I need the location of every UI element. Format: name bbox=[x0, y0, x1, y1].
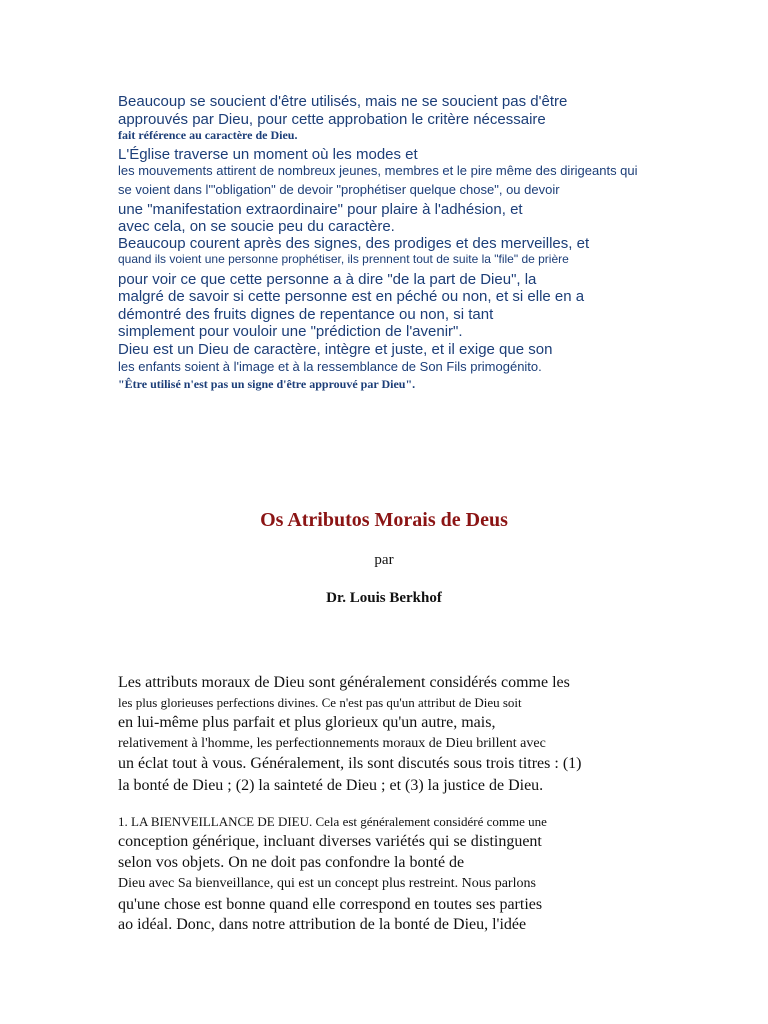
body-line: conception générique, incluant diverses variétés qui se distinguent bbox=[118, 833, 542, 850]
intro-quote: "Être utilisé n'est pas un signe d'être approuvé par Dieu". bbox=[118, 377, 416, 391]
intro-line: Beaucoup courent après des signes, des prodiges et des merveilles, et bbox=[118, 235, 590, 252]
intro-line: malgré de savoir si cette personne est en péché ou non, et si elle en a bbox=[118, 288, 585, 305]
body-line: en lui-même plus parfait et plus glorieux qu'un autre, mais, bbox=[118, 714, 496, 731]
intro-line: L'Église traverse un moment où les modes et bbox=[118, 146, 418, 163]
article-title: Os Atributos Morais de Deus bbox=[260, 509, 508, 531]
body-line: les plus glorieuses perfections divines. Ce n'est pas qu'un attribut de Dieu soit bbox=[118, 695, 522, 710]
intro-line: se voient dans l'"obligation" de devoir "prophétiser quelque chose", ou devoir bbox=[118, 182, 560, 197]
body-line: ao idéal. Donc, dans notre attribution de la bonté de Dieu, l'idée bbox=[118, 916, 527, 933]
body-line: Les attributs moraux de Dieu sont généralement considérés comme les bbox=[118, 674, 570, 691]
intro-line: Beaucoup se soucient d'être utilisés, mais ne se soucient pas d'être bbox=[118, 93, 568, 110]
intro-line: approuvés par Dieu, pour cette approbation le critère nécessaire bbox=[118, 111, 546, 128]
body-line: 1. LA BIENVEILLANCE DE DIEU. Cela est généralement considéré comme une bbox=[118, 814, 547, 829]
intro-line: simplement pour vouloir une "prédiction de l'avenir". bbox=[118, 323, 463, 340]
intro-line: Dieu est un Dieu de caractère, intègre et juste, et il exige que son bbox=[118, 341, 553, 358]
intro-line: fait référence au caractère de Dieu. bbox=[118, 128, 298, 142]
body-line: la bonté de Dieu ; (2) la sainteté de Dieu ; et (3) la justice de Dieu. bbox=[118, 777, 544, 794]
body-line: un éclat tout à vous. Généralement, ils sont discutés sous trois titres : (1) bbox=[118, 755, 582, 772]
intro-line: pour voir ce que cette personne a à dire "de la part de Dieu", la bbox=[118, 271, 537, 288]
intro-line: une "manifestation extraordinaire" pour plaire à l'adhésion, et bbox=[118, 201, 523, 218]
intro-line: démontré des fruits dignes de repentance ou non, si tant bbox=[118, 306, 494, 323]
intro-line: les enfants soient à l'image et à la ressemblance de Son Fils primogénito. bbox=[118, 359, 542, 374]
article-byline: par bbox=[374, 552, 394, 568]
body-line: qu'une chose est bonne quand elle correspond en toutes ses parties bbox=[118, 896, 543, 913]
body-line: selon vos objets. On ne doit pas confondre la bonté de bbox=[118, 854, 465, 871]
article-author: Dr. Louis Berkhof bbox=[326, 590, 442, 606]
body-line: Dieu avec Sa bienveillance, qui est un concept plus restreint. Nous parlons bbox=[118, 876, 536, 891]
intro-line: quand ils voient une personne prophétiser, ils prennent tout de suite la "file" de prière bbox=[118, 252, 569, 266]
intro-line: les mouvements attirent de nombreux jeunes, membres et le pire même des dirigeants qui bbox=[118, 163, 638, 178]
body-line: relativement à l'homme, les perfectionnements moraux de Dieu brillent avec bbox=[118, 736, 546, 751]
intro-line: avec cela, on se soucie peu du caractère. bbox=[118, 218, 395, 235]
